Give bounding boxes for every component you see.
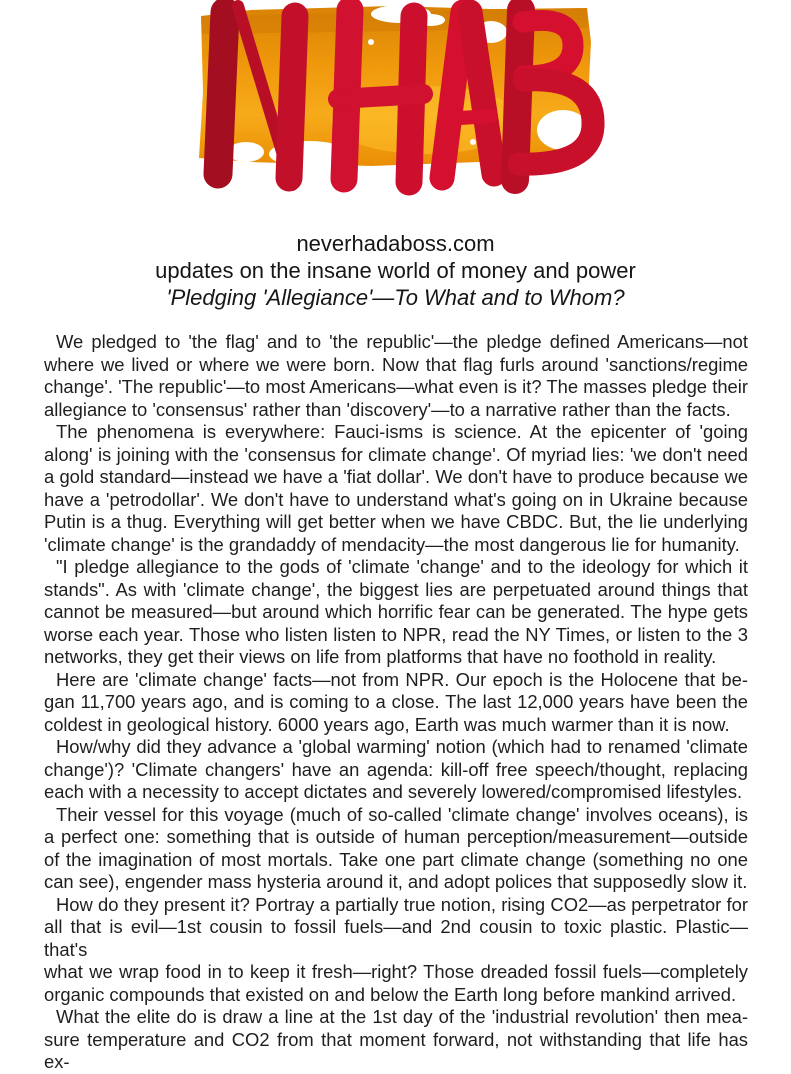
paragraph bbox=[44, 331, 748, 421]
text-line: have a 'petrodollar'. We don't have to understand what's going on in Ukraine because bbox=[44, 488, 748, 510]
text-line: Their vessel for this voyage (much of so-called 'climate change' involves oceans), is bbox=[56, 803, 748, 825]
text-line: each with a necessity to accept dictates and severely lowered/compromised lifestyles. bbox=[44, 781, 743, 802]
site-name: neverhadaboss.com bbox=[296, 231, 495, 256]
site-tagline: updates on the insane world of money and power bbox=[155, 258, 636, 283]
article-body bbox=[44, 331, 748, 1074]
text-line: 'climate change' is the grandaddy of mendacity—the most dangerous lie for humanity. bbox=[44, 533, 740, 555]
text-line: what we wrap food in to keep it fresh—right? Those dreaded fossil fuels—completely bbox=[44, 961, 748, 982]
text-line: We pledged to 'the flag' and to 'the republic'—the pledge defined Americans—not bbox=[56, 331, 748, 352]
text-line: sure temperature and CO2 from that moment forward, not withstanding that life has ex- bbox=[44, 1028, 748, 1072]
site-logo bbox=[191, 2, 601, 188]
text-line: Here are 'climate change' facts—not from NPR. Our epoch is the Holocene that be- bbox=[56, 668, 748, 690]
text-line: What the elite do is draw a line at the 1st day of the 'industrial revolution' then mea- bbox=[56, 1006, 748, 1027]
text-line: change')? 'Climate changers' have an agenda: kill-off free speech/thought, replacing bbox=[44, 758, 748, 780]
text-line: networks, they get their views on life from platforms that have no foothold in reality. bbox=[44, 646, 717, 667]
nhab-logo-image bbox=[191, 2, 601, 188]
text-line: along' is joining with the 'consensus for climate change'. Of myriad lies: 'we don't need bbox=[44, 443, 748, 465]
text-line: of the imagination of most mortals. Take one part climate change (something no one bbox=[44, 848, 748, 870]
paragraph bbox=[44, 556, 748, 669]
text-line: stands". As with 'climate change', the biggest lies are perpetuated around things that bbox=[44, 578, 748, 600]
text-line: The phenomena is everywhere: Fauci-isms is science. At the epicenter of 'going bbox=[56, 421, 748, 442]
masthead bbox=[0, 230, 791, 311]
paragraph bbox=[44, 894, 748, 1007]
text-line: organic compounds that existed on and below the Earth long before mankind arrived. bbox=[44, 983, 737, 1005]
paragraph bbox=[44, 804, 748, 894]
text-line: can see), engender mass hysteria around it, and adopt polices that supposedly slow it. bbox=[44, 871, 748, 892]
text-line: coldest in geological history. 6000 years ago, Earth was much warmer than it is now. bbox=[44, 713, 730, 735]
paragraph bbox=[44, 421, 748, 556]
text-line: cannot be measured—but around which horrific fear can be generated. The hype gets bbox=[44, 601, 748, 622]
paragraph bbox=[44, 736, 748, 804]
text-line: "I pledge allegiance to the gods of 'climate 'change' and to the ideology for which it bbox=[56, 556, 748, 577]
text-line: How do they present it? Portray a partially true notion, rising CO2—as perpetrator for bbox=[56, 893, 748, 915]
text-line: allegiance to 'consensus' rather than 'discovery'—to a narrative rather than the facts. bbox=[44, 398, 731, 420]
text-line: Putin is a thug. Everything will get better when we have CBDC. But, the lie underlying bbox=[44, 511, 748, 532]
text-line: all that is evil—1st cousin to fossil fuels—and 2nd cousin to toxic plastic. Plastic—that's bbox=[44, 916, 748, 960]
text-line: How/why did they advance a 'global warming' notion (which had to renamed 'climate bbox=[56, 736, 748, 757]
text-line: where we lived or where we were born. Now that flag furls around 'sanctions/regime bbox=[44, 353, 748, 375]
text-line: a gold standard—instead we have a 'fiat dollar'. We don't have to produce because we bbox=[44, 466, 748, 487]
paragraph bbox=[44, 1006, 748, 1074]
text-line: gan 11,700 years ago, and is coming to a close. The last 12,000 years have been the bbox=[44, 691, 748, 712]
article-title: 'Pledging 'Allegiance'—To What and to Whom? bbox=[166, 285, 625, 310]
text-line: change'. 'The republic'—to most Americans—what even is it? The masses pledge their bbox=[44, 376, 748, 397]
text-line: worse each year. Those who listen listen to NPR, read the NY Times, or listen to the 3 bbox=[44, 623, 748, 645]
paragraph bbox=[44, 669, 748, 737]
text-line: a perfect one: something that is outside of human perception/measurement—outside bbox=[44, 826, 748, 847]
